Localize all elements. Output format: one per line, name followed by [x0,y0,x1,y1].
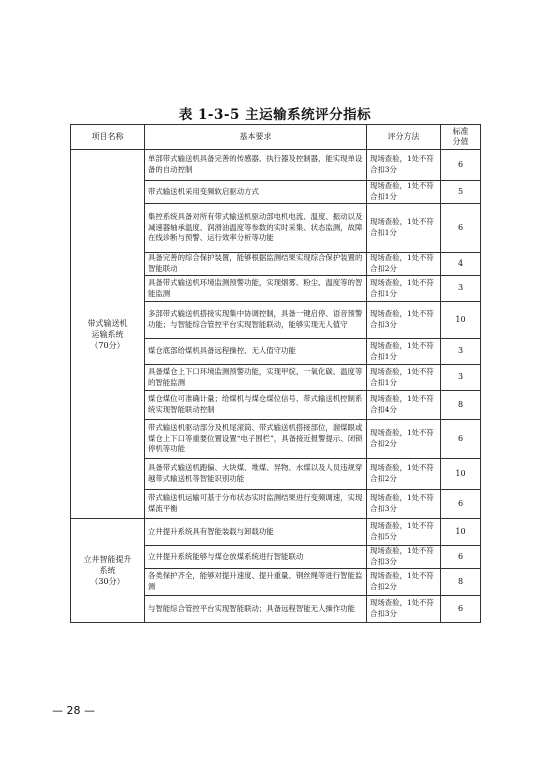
score-cell: 5 [441,181,481,204]
score-cell: 10 [441,302,481,339]
method-cell: 现场查验，1处不符合扣3分 [367,546,441,569]
method-cell: 现场查验，1处不符合扣3分 [367,150,441,181]
score-cell: 8 [441,569,481,596]
method-cell: 现场查验，1处不符合扣1分 [367,204,441,253]
header-score-line1: 标准 [452,127,469,136]
requirement-cell: 具备带式输送机环境监测预警功能，实现烟雾、粉尘、温度等的智能监测 [145,276,367,302]
score-cell: 10 [441,519,481,546]
table-body [71,150,481,623]
method-cell: 现场查验，1处不符合扣1分 [367,339,441,365]
scoring-table [70,124,481,623]
requirement-cell: 集控系统具备对所有带式输送机驱动部电机电流、温度、振动以及减速器轴承温度、润滑油温度等参数的实时采集、状态监测，故障在线诊断与预警、运行效率分析等功能 [145,204,367,253]
requirement-cell: 带式输送机采用变频软启驱动方式 [145,181,367,204]
item-name-line: 立井智能提升 [83,555,132,564]
requirement-cell: 带式输送机运输可基于分布状态实时监测结果进行变频调速，实现煤流平衡 [145,490,367,519]
requirement-cell: 具备带式输送机跑偏、大块煤、堆煤、异物、水煤以及人员违规穿越带式输送机等智能识别功能 [145,459,367,490]
item-name-cell [71,519,145,623]
score-cell: 10 [441,459,481,490]
item-name-line: 运输系统 [91,329,124,339]
item-name-line: 系统 [99,566,116,575]
method-cell: 现场查验，1处不符合扣1分 [367,181,441,204]
method-cell: 现场查验，1处不符合扣1分 [367,276,441,302]
method-cell: 现场查验，1处不符合扣3分 [367,302,441,339]
score-cell: 4 [441,253,481,276]
table-title: 表 1-3-5 主运输系统评分指标 [178,107,372,123]
requirement-cell: 具备煤仓上下口环境监测预警功能，实现甲烷、一氧化碳、温度等的智能监测 [145,365,367,391]
method-cell: 现场查验，1处不符合扣5分 [367,519,441,546]
header-score-line2: 分值 [452,137,469,146]
requirement-cell: 各类保护齐全，能够对提升速度、提升重量、钢丝绳等进行智能监测 [145,569,367,596]
method-cell: 现场查验，1处不符合扣3分 [367,490,441,519]
requirement-cell: 立井提升系统能够与煤仓放煤系统进行智能联动 [145,546,367,569]
score-cell: 6 [441,150,481,181]
requirement-cell: 煤仓煤位可准确计量；给煤机与煤仓煤位信号、带式输送机控制系统实现智能联动控制 [145,391,367,420]
score-cell: 3 [441,339,481,365]
table-row [71,150,481,181]
header-item: 项目名称 [71,125,145,150]
method-cell: 现场查验，1处不符合扣2分 [367,253,441,276]
requirement-cell: 带式输送机驱动部分及机尾滚筒、带式输送机搭接部位，溜煤眼或煤仓上下口等重要位置设置“电子围栏”，具备接近报警提示、闭锁停机等功能 [145,420,367,459]
score-cell: 6 [441,420,481,459]
method-cell: 现场查验，1处不符合扣1分 [367,365,441,391]
method-cell: 现场查验，1处不符合扣2分 [367,569,441,596]
header-method: 评分方法 [367,125,441,150]
page-number: — 28 — [52,704,95,717]
item-name-cell [71,150,145,519]
score-cell: 6 [441,546,481,569]
score-cell: 8 [441,391,481,420]
header-score [441,125,481,150]
requirement-cell: 单部带式输送机具备完善的传感器、执行器及控制器，能实现单设备的自动控制 [145,150,367,181]
requirement-cell: 具备完善的综合保护装置，能够根据监测结果实现综合保护装置的智能联动 [145,253,367,276]
score-cell: 3 [441,365,481,391]
item-name-line: 带式输送机 [87,318,128,328]
score-cell: 6 [441,204,481,253]
score-cell: 6 [441,596,481,623]
requirement-cell: 多部带式输送机搭接实现集中协调控制，具备一键启停、语音预警功能；与智能综合管控平台实现智能联动，能够实现无人值守 [145,302,367,339]
requirement-cell: 煤仓底部给煤机具备远程操控、无人值守功能 [145,339,367,365]
score-cell: 6 [441,490,481,519]
requirement-cell: 立井提升系统具有智能装载与卸载功能 [145,519,367,546]
method-cell: 现场查验，1处不符合扣4分 [367,391,441,420]
score-cell: 3 [441,276,481,302]
requirement-cell: 与智能综合管控平台实现智能联动；具备远程智能无人操作功能 [145,596,367,623]
item-name-line: （70分） [90,340,125,350]
method-cell: 现场查验，1处不符合扣3分 [367,596,441,623]
item-name-line: （30分） [90,577,125,586]
table-row [71,519,481,546]
table-header-row [71,125,481,150]
method-cell: 现场查验，1处不符合扣2分 [367,459,441,490]
method-cell: 现场查验，1处不符合扣2分 [367,420,441,459]
header-requirement: 基本要求 [145,125,367,150]
